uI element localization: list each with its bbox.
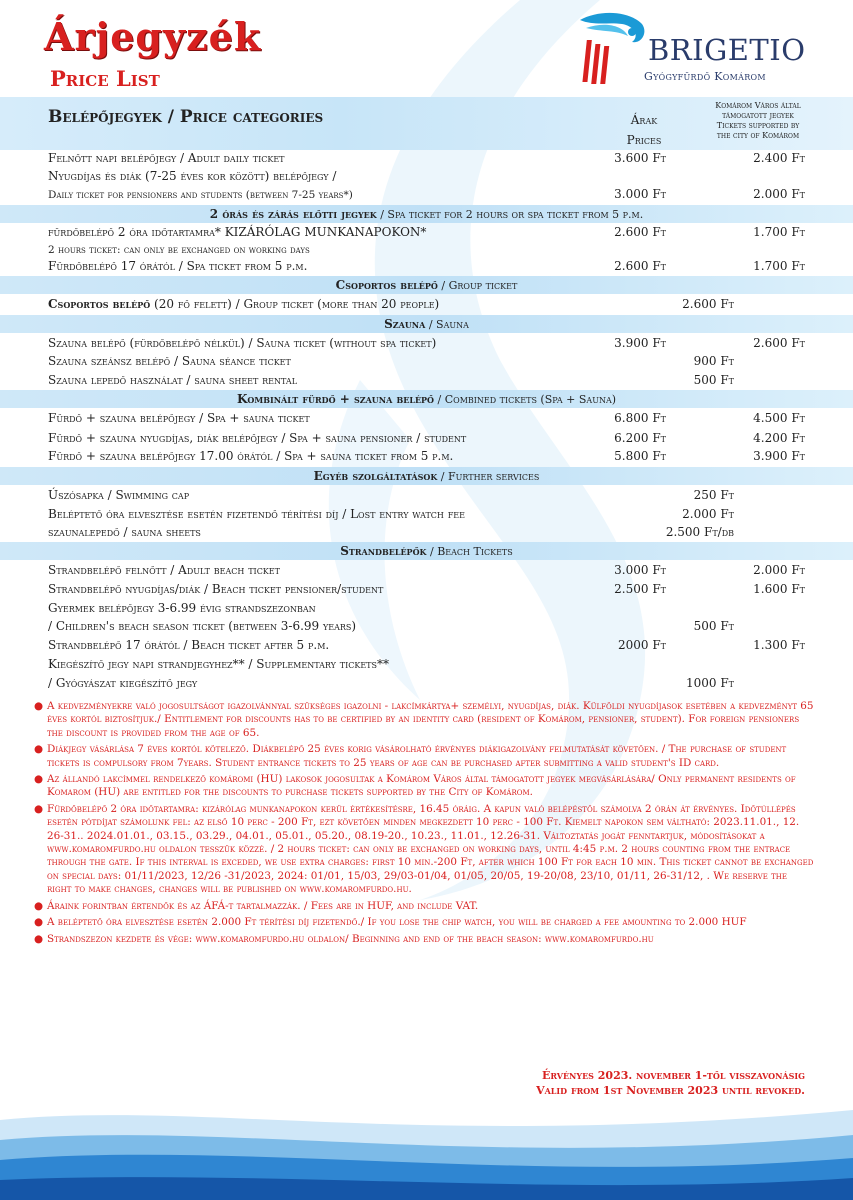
price-row: Strandbelépő 17 órától / Beach ticket after 5 p.m. <box>48 638 330 652</box>
price-value: 3.000 Ft <box>614 187 666 201</box>
supported-price-value: 2.000 Ft <box>753 187 805 201</box>
footnote-item: ● Fürdőbelépő 2 óra időtartamra: kizárólag munkanapokon kerül értékesítésre, 16.45 óráig. A kapun való belépéstől számolva 2 órán át érvényes. Időtúllépés esetén pótdíjat számolunk fel: az első 10 perc - 200 Ft, ezt követően minden megkezdett 10 perc - 100 Ft. Kiemelt napokon sem váltható: 2023.11.01., 12. 26-31.. 2024.01.01., 03.15., 03.29., 04.01., 05.01., 05.20., 08.19-20., 10.23., 11.01., 12.26-31. Változtatás jogát fenntartjuk, módosításokat a www.komaromfurdo.hu oldalon tesszük közzé. / 2 hours ticket: can only be exchanged on working days, until 4:45 p.m. 2 hours counting from the entrace through the gate. If this interval is exceded, we use extra charges: first 10 min.-200 Ft, after which 100 Ft for each 10 min. This ticket cannot be exchanged on special days: 01/11/2023, 12/26 -31/2023, 2024: 01/01, 15/03, 29/03-01/04, 01/05, 20/05, 19-20/08, 23/10, 01/11, 26-31/12, . We reserve the right to make changes, changes will be published on www.komaromfurdo.hu. <box>34 802 814 896</box>
price-row: Strandbelépő nyugdíjas/diák / Beach ticket pensioner/student <box>48 582 384 596</box>
section-header-sauna: Szauna / Sauna <box>0 315 853 333</box>
footnote-item: ● A beléptető óra elvesztése esetén 2.000 Ft térítési díj fizetendő./ If you lose the chip watch, you will be charged a fee amounting to 2.000 HUF <box>34 916 747 929</box>
price-value: 2000 Ft <box>617 638 666 652</box>
supported-price-value: 2.600 Ft <box>753 336 805 350</box>
price-row: / Gyógyászat kiegészítő jegy <box>48 676 198 690</box>
price-row: Fürdő + szauna belépőjegy 17.00 órától / Spa + sauna ticket from 5 p.m. <box>48 449 454 463</box>
footnotes <box>34 700 814 949</box>
section-header-combined: Kombinált fürdő + szauna belépő / Combined tickets (Spa + Sauna) <box>0 390 853 408</box>
price-row: Kiegészítő jegy napi strandjegyhez** / Supplementary tickets** <box>48 657 389 671</box>
supported-column-header: Komárom Város által támogatott jegyek Tickets supported by the city of Komárom <box>715 101 801 140</box>
supported-price-value: 3.900 Ft <box>753 449 805 463</box>
supported-price-value: 1.700 Ft <box>753 225 805 239</box>
price-row: fürdőbelépő 2 óra időtartamra* KIZÁRÓLAG MUNKANAPOKON* <box>48 225 427 239</box>
price-value: 1000 Ft <box>685 676 734 690</box>
price-row: Úszósapka / Swimming cap <box>48 488 190 502</box>
price-row: Daily ticket for pensioners and students (between 7-25 years*) <box>48 189 353 201</box>
price-value: 900 Ft <box>693 354 734 368</box>
supported-price-value: 2.400 Ft <box>753 151 805 165</box>
price-value: 3.900 Ft <box>614 336 666 350</box>
supported-price-value: 4.500 Ft <box>753 411 805 425</box>
price-value: 2.000 Ft <box>682 507 734 521</box>
wave-decoration <box>0 1080 853 1200</box>
price-row: Felnőtt napi belépőjegy / Adult daily ticket <box>48 151 285 165</box>
supported-price-value: 1.700 Ft <box>753 259 805 273</box>
price-value: 2.600 Ft <box>682 297 734 311</box>
supported-price-value: 1.600 Ft <box>753 582 805 596</box>
bullet-icon: ● <box>34 899 44 912</box>
price-value: 2.600 Ft <box>614 259 666 273</box>
supported-price-value: 2.000 Ft <box>753 563 805 577</box>
validity-note: Érvényes 2023. november 1-től visszavonásig Valid from 1st November 2023 until revoked. <box>536 1069 805 1097</box>
footnote-item: ● Strandszezon kezdete és vége: www.komaromfurdo.hu oldalon/ Beginning and end of the beach season: www.komaromfurdo.hu <box>34 932 654 945</box>
price-row: Fürdő + szauna nyugdíjas, diák belépőjegy / Spa + sauna pensioner / student <box>48 431 467 445</box>
bullet-icon: ● <box>34 802 44 815</box>
price-value: 2.500 Ft/db <box>665 525 734 539</box>
price-value: 2.600 Ft <box>614 225 666 239</box>
footnote-item: ● Az állandó lakcímmel rendelkező komáromi (HU) lakosok jogosultak a Komárom Város által támogatott jegyek megvásárlására/ Only permanent residents of Komarom (HU) are entitled for the discounts to purchase tickets supported by the City of Komárom. <box>34 773 796 799</box>
price-value: 500 Ft <box>693 373 734 387</box>
page-title: Árjegyzék <box>44 14 262 59</box>
prices-column-header: Árak Prices <box>626 113 662 147</box>
price-row: Csoportos belépő (20 fő felett) / Group ticket (more than 20 people) <box>48 297 440 311</box>
price-row: Szauna szeánsz belépő / Sauna séance ticket <box>48 354 291 368</box>
bullet-icon: ● <box>34 700 44 712</box>
bullet-icon: ● <box>34 916 44 929</box>
price-value: 6.800 Ft <box>614 411 666 425</box>
brand-name: BRIGETIO <box>648 33 806 67</box>
footnote-item: ● Áraink forintban értendők és az ÁFÁ-t tartalmazzák. / Fees are in HUF, and include VAT. <box>34 899 479 912</box>
table-title: Belépőjegyek / Price categories <box>48 107 324 127</box>
supported-price-value: 1.300 Ft <box>753 638 805 652</box>
page-subtitle: Price List <box>50 66 160 91</box>
supported-price-value: 4.200 Ft <box>753 431 805 445</box>
footnote-item: ● Diákjegy vásárlása 7 éves kortól kötelező. Diákbelépő 25 éves korig vásárolható érvényes diákigazolvány felmutatását követően. / The purchase of student tickets is compulsory from 7years. Student entrance tickets to 25 years of age can be purchased after submitting a valid student's ID card. <box>34 743 787 769</box>
price-row: Fürdőbelépő 17 órától / Spa ticket from 5 p.m. <box>48 259 308 273</box>
price-value: 500 Ft <box>693 619 734 633</box>
price-row: szaunalepedő / sauna sheets <box>48 525 201 539</box>
section-header-group: Csoportos belépő / Group ticket <box>0 276 853 294</box>
price-row: Szauna belépő (fürdőbelépő nélkül) / Sauna ticket (without spa ticket) <box>48 336 437 350</box>
price-row: Beléptető óra elvesztése esetén fizetendő térítési díj / Lost entry watch fee <box>48 507 465 521</box>
price-value: 3.000 Ft <box>614 563 666 577</box>
price-row: / Children's beach season ticket (between 3-6.99 years) <box>48 619 357 633</box>
section-header-further-services: Egyéb szolgáltatások / Further services <box>0 467 853 485</box>
price-row: 2 hours ticket: can only be exchanged on working days <box>48 244 310 256</box>
price-value: 3.600 Ft <box>614 151 666 165</box>
price-value: 5.800 Ft <box>614 449 666 463</box>
price-row: Szauna lepedő használat / sauna sheet rental <box>48 373 298 387</box>
brand-subtitle: Gyógyfürdő Komárom <box>644 70 766 83</box>
price-row: Fürdő + szauna belépőjegy / Spa + sauna ticket <box>48 411 310 425</box>
section-header-2-hours: 2 órás és zárás előtti jegyek / Spa ticket for 2 hours or spa ticket from 5 p.m. <box>0 205 853 223</box>
bullet-icon: ● <box>34 743 44 756</box>
bullet-icon: ● <box>34 932 44 945</box>
footnote-item: ● A kedvezményekre való jogosultságot igazolvánnyal szükséges igazolni - lakcímkártya+ személyi, nyugdíjas, diák. Külföldi nyugdíjasok esetében a kedvezményt 65 éves kortól biztosítjuk./ Entitlement for discounts has to be certified by an identity card (resident of Komárom, pensioner, student). For foreign pensioners the discount is provided from the age of 65. <box>34 700 814 739</box>
price-value: 6.200 Ft <box>614 431 666 445</box>
price-value: 250 Ft <box>693 488 734 502</box>
section-header-beach: Strandbelépők / Beach Tickets <box>0 542 853 560</box>
price-value: 2.500 Ft <box>614 582 666 596</box>
price-row: Gyermek belépőjegy 3-6.99 évig strandszezonban <box>48 601 316 615</box>
price-row: Strandbelépő felnőtt / Adult beach ticket <box>48 563 280 577</box>
bullet-icon: ● <box>34 773 44 786</box>
price-row: Nyugdíjas és diák (7-25 éves kor között) belépőjegy / <box>48 169 337 183</box>
